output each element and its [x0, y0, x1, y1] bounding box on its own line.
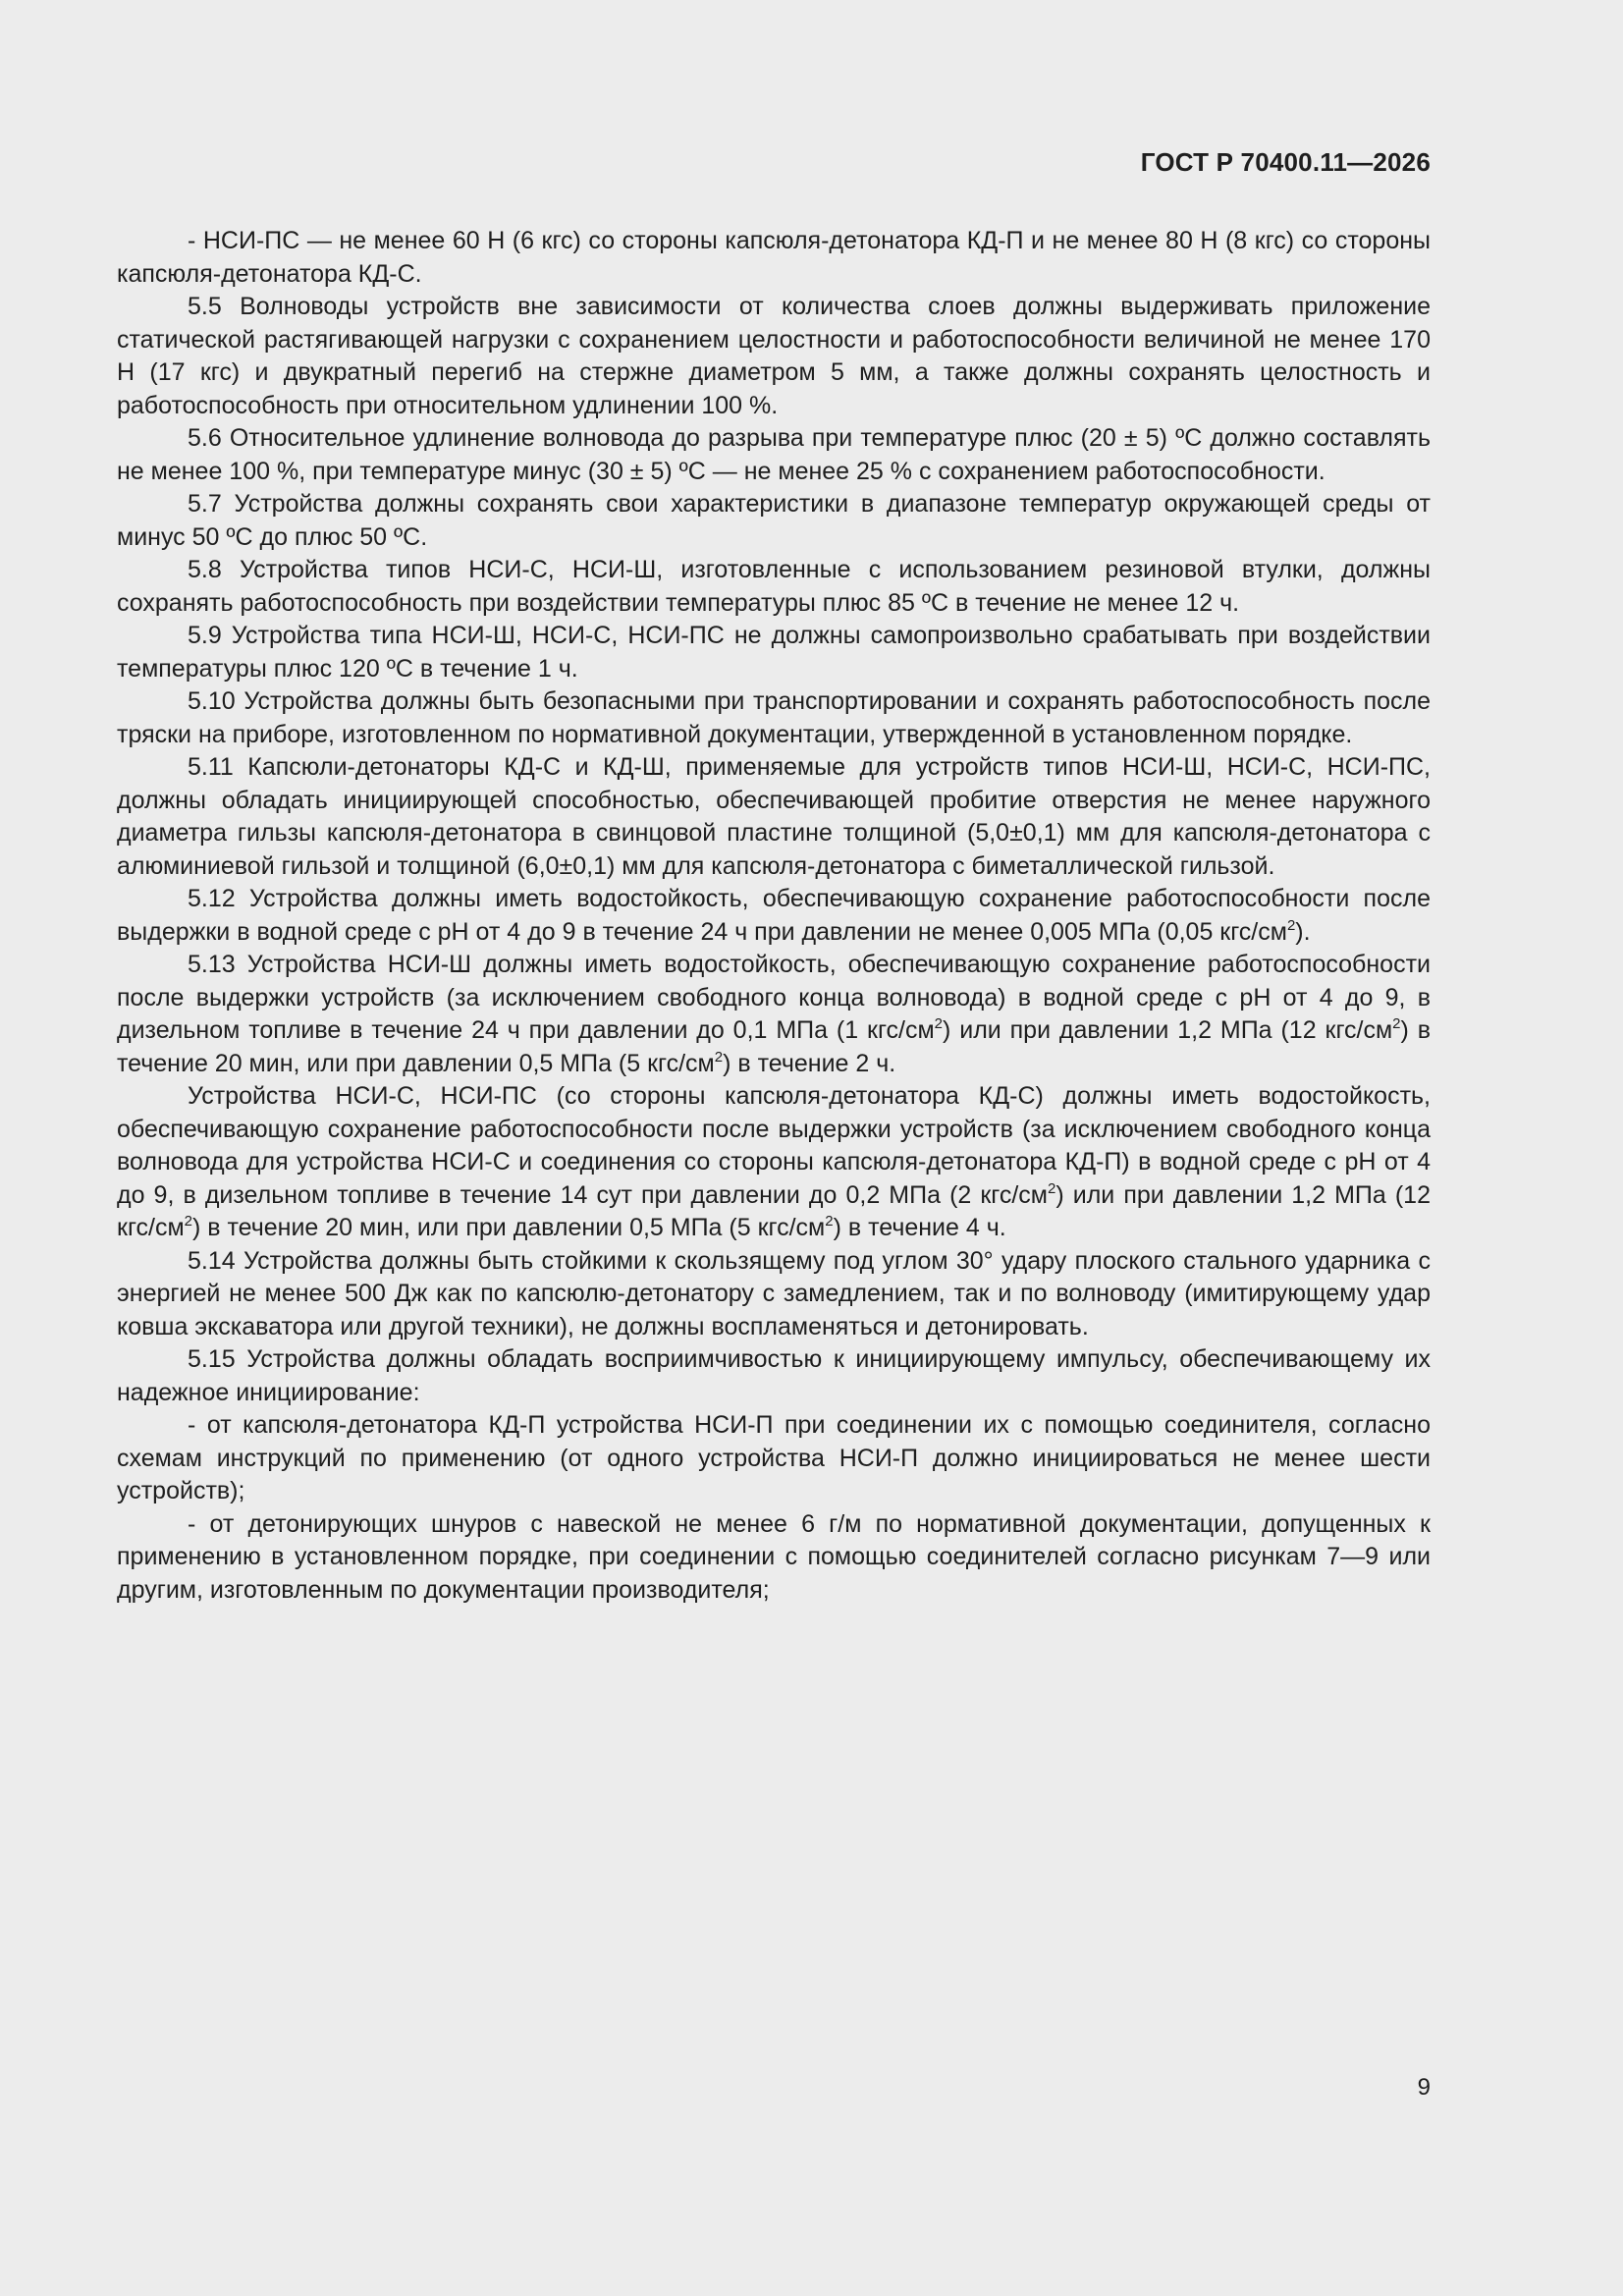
superscript-exponent: 2 [184, 1213, 192, 1230]
superscript-exponent: 2 [1286, 916, 1296, 934]
paragraph-5-11: 5.11 Капсюли-детонаторы КД-С и КД-Ш, применяемые для устройств типов НСИ-Ш, НСИ-С, НСИ-ПС, должны обладать инициирующей способностью, обеспечивающей пробитие отверстия не менее наружного диаметра гильзы капсюля-детонатора в свинцовой пластине толщиной (5,0±0,1) мм для капсюля-детонатора с алюминиевой гильзой и толщиной (6,0±0,1) мм для капсюля-детонатора с биметаллической гильзой. [117, 753, 1431, 880]
document-header: ГОСТ Р 70400.11—2026 [1140, 147, 1431, 177]
paragraph-5-7: 5.7 Устройства должны сохранять свои характеристики в диапазоне температур окружающей среды от минус 50 ºС до плюс 50 ºС. [117, 490, 1431, 551]
paragraph-5-9: 5.9 Устройства типа НСИ-Ш, НСИ-С, НСИ-ПС не должны самопроизвольно срабатывать при воздействии температуры плюс 120 ºС в течение 1 ч. [117, 622, 1431, 683]
superscript-exponent: 2 [1048, 1179, 1056, 1197]
superscript-exponent: 2 [1392, 1015, 1401, 1032]
list-item-detonating-cord: - от детонирующих шнуров с навеской не менее 6 г/м по нормативной документации, допущенных к применению в установленном порядке, при соединении с помощью соединителей согласно рисункам 7—9 или другим, изготовленным по документации производителя; [117, 1509, 1431, 1604]
paragraph-5-12: 5.12 Устройства должны иметь водостойкость, обеспечивающую сохранение работоспособности после выдержки в водной среде с рН от 4 до 9 в течение 24 ч при давлении не менее 0,005 МПа (0,05 кгс/$см^2$). [117, 885, 1431, 946]
paragraph-5-15: 5.15 Устройства должны обладать восприимчивостью к инициирующему импульсу, обеспечивающему их надежное инициирование: [117, 1345, 1431, 1406]
paragraph-5-14: 5.14 Устройства должны быть стойкими к скользящему под углом 30° удару плоского стального ударника с энергией не менее 500 Дж как по капсюлю-детонатору с замедлением, так и по волноводу (имитирующему удар ковша экскаватора или другой техники), не должны воспламеняться и детонировать. [117, 1246, 1431, 1340]
superscript-exponent: 2 [825, 1213, 834, 1230]
page-number: 9 [1417, 2074, 1431, 2101]
superscript-exponent: 2 [714, 1048, 724, 1066]
paragraph-5-10: 5.10 Устройства должны быть безопасными при транспортировании и сохранять работоспособность после тряски на приборе, изготовленном по нормативной документации, утвержденной в установленном порядке. [117, 687, 1431, 748]
paragraph-5-6: 5.6 Относительное удлинение волновода до разрыва при температуре плюс (20 ± 5) ºС должно составлять не менее 100 %, при температуре минус (30 ± 5) ºС — не менее 25 % с сохранением работоспособности. [117, 424, 1431, 485]
paragraph-5-13-continued: Устройства НСИ-С, НСИ-ПС (со стороны капсюля-детонатора КД-С) должны иметь водостойкость, обеспечивающую сохранение работоспособности после выдержки устройств (за исключением свободного конца волновода для устройства НСИ-С и соединения со стороны капсюля-детонатора КД-П) в водной среде с рН от 4 до 9, в дизельном топливе в течение 14 сут при давлении до 0,2 МПа (2 кгс/$см^2$) или при давлении 1,2 МПа (12 кгс/$см^2$) в течение 20 мин, или при давлении 0,5 МПа (5 кгс/$см^2$) в течение 4 ч. [117, 1082, 1431, 1241]
superscript-exponent: 2 [934, 1015, 944, 1032]
paragraph-5-13: 5.13 Устройства НСИ-Ш должны иметь водостойкость, обеспечивающую сохранение работоспособности после выдержки устройств (за исключением свободного конца волновода) в водной среде с рН от 4 до 9, в дизельном топливе в течение 24 ч при давлении до 0,1 МПа (1 кгс/$см^2$) или при давлении 1,2 МПа (12 кгс/$см^2$) в течение 20 мин, или при давлении 0,5 МПа (5 кгс/$см^2$) в течение 2 ч. [117, 951, 1431, 1077]
paragraph-5-5: 5.5 Волноводы устройств вне зависимости от количества слоев должны выдерживать приложение статической растягивающей нагрузки с сохранением целостности и работоспособности величиной не менее 170 Н (17 кгс) и двукратный перегиб на стержне диаметром 5 мм, а также должны сохранять целостность и работоспособность при относительном удлинении 100 %. [117, 293, 1431, 419]
list-item-kd-p: - от капсюля-детонатора КД-П устройства НСИ-П при соединении их с помощью соединителя, согласно схемам инструкций по применению (от одного устройства НСИ-П должно инициироваться не менее шести устройств); [117, 1411, 1431, 1504]
paragraph-nsi-ps-strength: - НСИ-ПС — не менее 60 Н (6 кгс) со стороны капсюля-детонатора КД-П и не менее 80 Н (8 кгс) со стороны капсюля-детонатора КД-С. [117, 227, 1431, 288]
paragraph-5-8: 5.8 Устройства типов НСИ-С, НСИ-Ш, изготовленные с использованием резиновой втулки, должны сохранять работоспособность при воздействии температуры плюс 85 ºС в течение не менее 12 ч. [117, 556, 1431, 617]
document-body [117, 225, 1431, 1607]
